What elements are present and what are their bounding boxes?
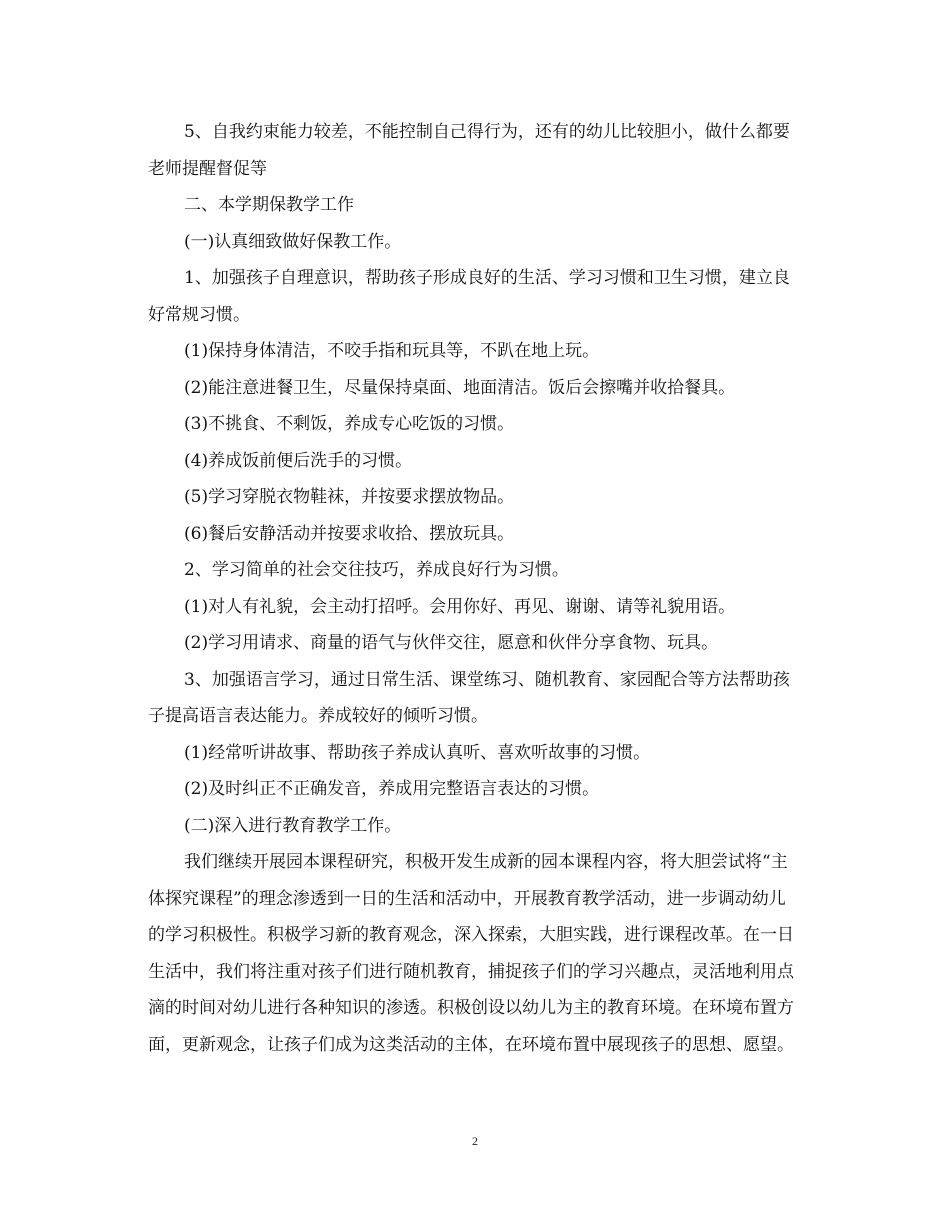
list-item: (2)能注意进餐卫生，尽量保持桌面、地面清洁。饭后会擦嘴并收拾餐具。 [184,377,736,398]
paragraph-item-3: 3、加强语言学习，通过日常生活、课堂练习、随机教育、家园配合等方法帮助孩子提高语言表达能力。养成较好的倾听习惯。 [148,669,790,726]
list-item: (5)学习穿脱衣物鞋袜，并按要求摆放物品。 [184,487,515,507]
list-item: (1)保持身体清洁，不咬手指和玩具等，不趴在地上玩。 [184,341,600,361]
heading-subsection-two: (二)深入进行教育教学工作。 [184,815,402,836]
paragraph-item-2: 2、学习简单的社会交往技巧，养成良好行为习惯。 [184,560,569,580]
paragraph-item-1: 1、加强孩子自理意识，帮助孩子形成良好的生活、学习习惯和卫生习惯，建立良好常规习惯。 [148,268,790,325]
list-item: (6)餐后安静活动并按要求收拾、摆放玩具。 [184,523,515,544]
paragraph-self-control: 5、自我约束能力较差，不能控制自己得行为，还有的幼儿比较胆小，做什么都要老师提醒督促等 [148,122,790,179]
heading-subsection-one: (一)认真细致做好保教工作。 [184,231,402,252]
page-number: 2 [472,1134,478,1148]
list-item: (1)对人有礼貌，会主动打招呼。会用你好、再见、谢谢、请等礼貌用语。 [184,596,736,617]
heading-section-two: 二、本学期保教学工作 [184,195,354,215]
list-item: (4)养成饭前便后洗手的习惯。 [184,450,413,471]
list-item: (3)不挑食、不剩饭，养成专心吃饭的习惯。 [184,414,515,434]
page-body [148,114,798,1063]
list-item: (2)学习用请求、商量的语气与伙伴交往，愿意和伙伴分享食物、玩具。 [184,633,719,653]
paragraph-curriculum: 我们继续开展园本课程研究，积极开发生成新的园本课程内容，将大胆尝试将“主体探究课程”的理念渗透到一日的生活和活动中，开展教育教学活动，进一步调动幼儿的学习积极性。积极学习新的教育观念，深入探索，大胆实践，进行课程改革。在一日生活中，我们将注重对孩子们进行随机教育，捕捉孩子们的学习兴趣点，灵活地利用点滴的时间对幼儿进行各种知识的渗透。积极创设以幼儿为主的教育环境。在环境布置方面，更新观念，让孩子们成为这类活动的主体，在环境布置中展现孩子的思想、愿望。 [148,852,794,1055]
list-item: (2)及时纠正不正确发音，养成用完整语言表达的习惯。 [184,779,600,799]
list-item: (1)经常听讲故事、帮助孩子养成认真听、喜欢听故事的习惯。 [184,742,651,763]
